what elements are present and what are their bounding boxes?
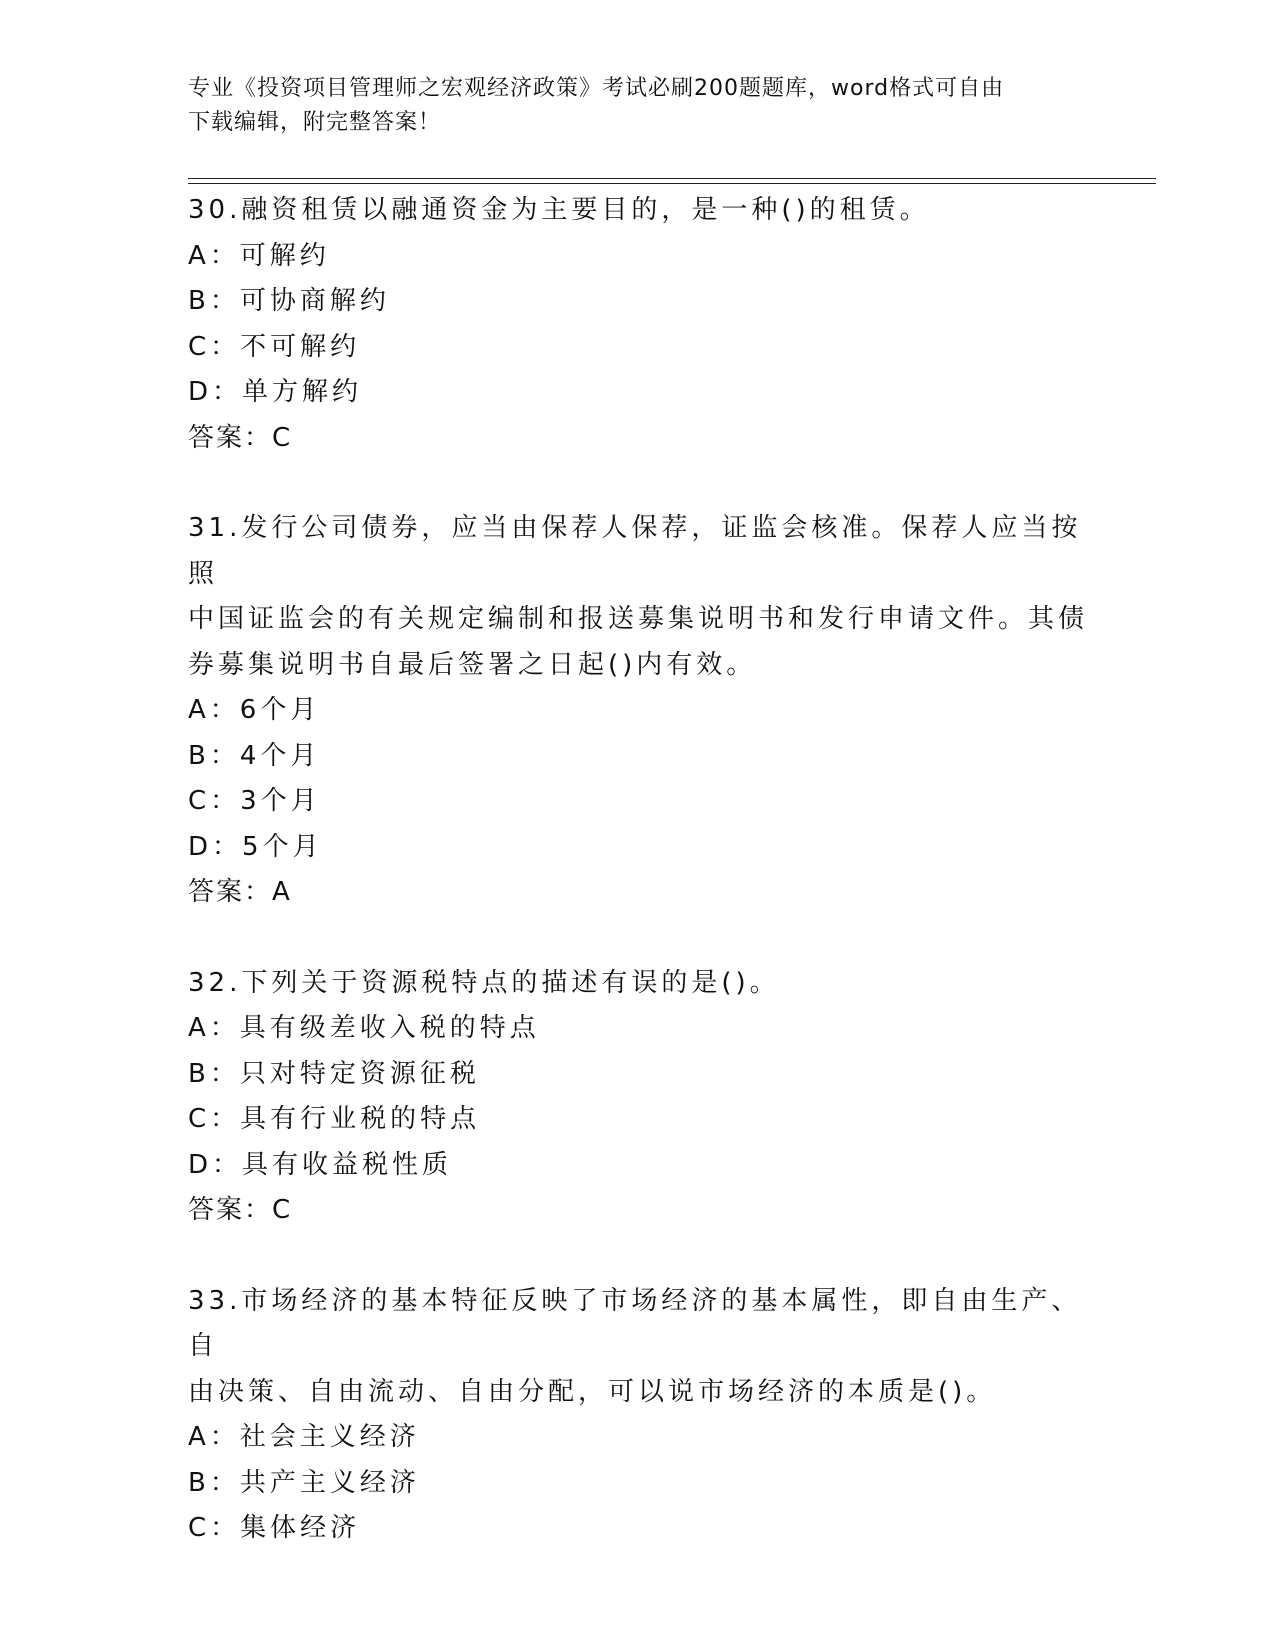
question-stem: 由决策、自由流动、自由分配，可以说市场经济的本质是()。 <box>188 1376 997 1407</box>
option-c: C：集体经济 <box>188 1513 361 1543</box>
question-30 <box>188 188 1088 461</box>
option-a: A：具有级差收入税的特点 <box>188 1013 540 1043</box>
option-c: C：3个月 <box>188 786 321 816</box>
question-32 <box>188 961 1088 1234</box>
option-a: A：社会主义经济 <box>188 1422 420 1452</box>
header-divider-bottom <box>188 183 1156 184</box>
option-b: B：可协商解约 <box>188 286 390 316</box>
answer: 答案：C <box>188 1195 293 1225</box>
question-stem: 31.发行公司债券，应当由保荐人保荐，证监会核准。保荐人应当按照 <box>188 513 1082 589</box>
question-31 <box>188 506 1088 916</box>
option-c: C：具有行业税的特点 <box>188 1104 481 1134</box>
question-stem: 中国证监会的有关规定编制和报送募集说明书和发行申请文件。其债 <box>188 604 1089 634</box>
question-stem: 券募集说明书自最后签署之日起()内有效。 <box>188 649 757 680</box>
option-a: A：可解约 <box>188 240 330 271</box>
option-a: A：6个月 <box>188 695 321 725</box>
question-stem: 30.融资租赁以融通资金为主要目的，是一种()的租赁。 <box>188 195 930 225</box>
option-d: D：5个月 <box>188 831 323 862</box>
header-line-2: 下载编辑，附完整答案！ <box>188 110 442 135</box>
option-b: B：只对特定资源征税 <box>188 1058 480 1089</box>
question-stem: 32.下列关于资源税特点的描述有误的是()。 <box>188 967 780 998</box>
header-divider-top <box>188 178 1156 179</box>
question-33 <box>188 1279 1088 1552</box>
option-d: D：具有收益税性质 <box>188 1149 453 1180</box>
question-stem: 33.市场经济的基本特征反映了市场经济的基本属性，即自由生产、自 <box>188 1285 1082 1361</box>
option-c: C：不可解约 <box>188 331 361 362</box>
option-d: D：单方解约 <box>188 377 363 407</box>
answer: 答案：A <box>188 877 292 907</box>
option-b: B：4个月 <box>188 740 321 771</box>
question-list <box>188 188 1088 1597</box>
document-header <box>188 72 1068 140</box>
option-b: B：共产主义经济 <box>188 1467 420 1498</box>
answer: 答案：C <box>188 422 293 453</box>
header-line-1: 专业《投资项目管理师之宏观经济政策》考试必刷200题题库，word格式可自由 <box>188 76 1005 101</box>
